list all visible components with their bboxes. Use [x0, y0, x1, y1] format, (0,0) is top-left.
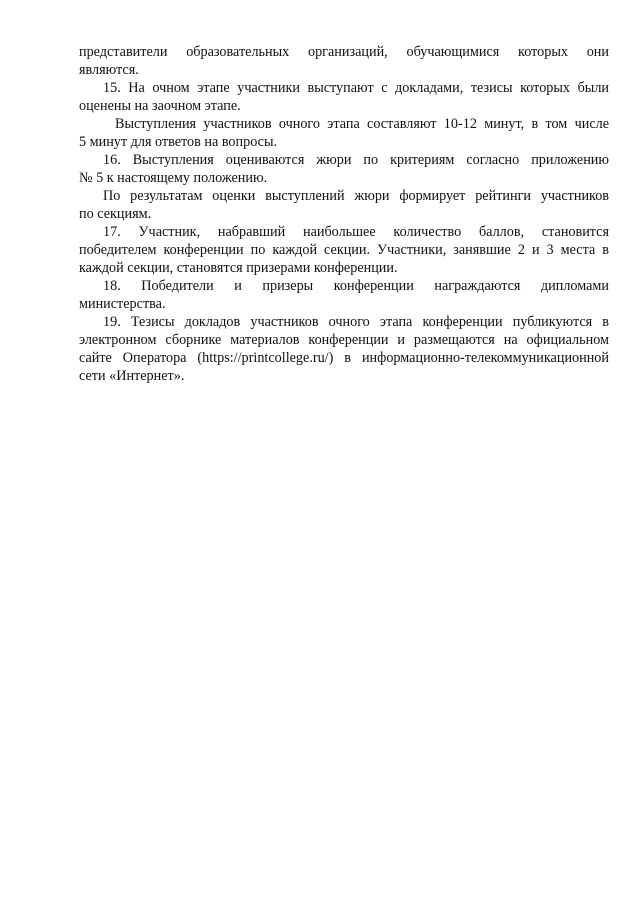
paragraph-17-start: 17. Участник, набравший наибольшее количество баллов, становится: [103, 224, 609, 240]
text-line: по секциям.: [79, 206, 152, 222]
paragraph-18-start: 18. Победители и призеры конференции награждаются дипломами: [103, 278, 609, 294]
text-line: каждой секции, становятся призерами конференции.: [79, 260, 398, 276]
paragraph-16-start: 16. Выступления оцениваются жюри по критериям согласно приложению: [103, 152, 609, 168]
paragraph-19-start: 19. Тезисы докладов участников очного этапа конференции публикуются в: [103, 314, 609, 330]
text-line: сайте Оператора (https://printcollege.ru/) в информационно-телекоммуникационной: [79, 350, 609, 366]
paragraph-15-start: 15. На очном этапе участники выступают с докладами, тезисы которых были: [103, 80, 609, 96]
text-line: сети «Интернет».: [79, 368, 185, 384]
text-line: являются.: [79, 62, 139, 78]
paragraph-rating-start: По результатам оценки выступлений жюри формирует рейтинги участников: [103, 188, 609, 204]
document-body: [79, 43, 609, 385]
text-line: оценены на заочном этапе.: [79, 98, 241, 114]
text-line: электронном сборнике материалов конференции и размещаются на официальном: [79, 332, 609, 348]
text-line: представители образовательных организаций, обучающимися которых они: [79, 44, 609, 60]
text-line: 5 минут для ответов на вопросы.: [79, 134, 278, 150]
text-line: министерства.: [79, 296, 166, 312]
text-line: № 5 к настоящему положению.: [79, 170, 268, 186]
text-line: победителем конференции по каждой секции. Участники, занявшие 2 и 3 места в: [79, 242, 609, 258]
paragraph-duration-start: Выступления участников очного этапа составляют 10-12 минут, в том числе: [115, 116, 609, 132]
